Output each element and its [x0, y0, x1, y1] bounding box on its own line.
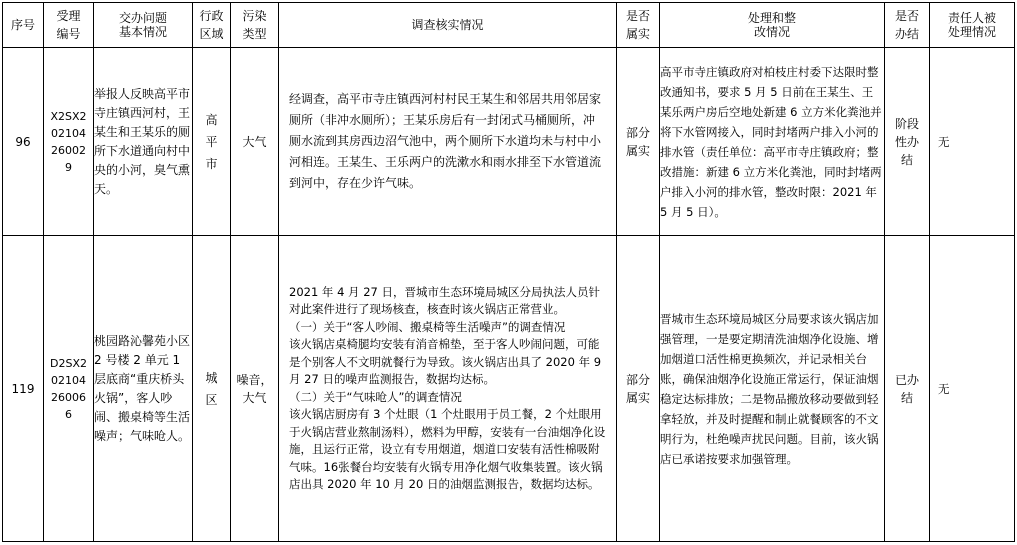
header-pollution-type: 污染类型 [231, 3, 279, 48]
header-handling: 处理和整改情况 [660, 3, 885, 48]
header-case-no: 受理编号 [44, 3, 94, 48]
header-issue: 交办问题基本情况 [94, 3, 193, 48]
investigation-para: 该火锅店桌椅腿均安装有消音棉垫，至于客人吵闹问题，可能是个别客人不文明就餐行为导致。该火锅店出具了 2020 年 9 月 27 日的噪声监测报告，数据均达标。 [289, 337, 602, 386]
header-accountability: 责任人被处理情况 [930, 3, 1015, 48]
header-is-closed: 是否办结 [885, 3, 930, 48]
row-accountability: 无 [930, 236, 1015, 542]
header-row [3, 3, 1015, 48]
row-is-closed: 阶段性办结 [885, 48, 930, 236]
row-investigation: 经调查，高平市寺庄镇西河村村民王某生和邻居共用邻居家厕所（非冲水厕所）；王某乐房后有一封闭式马桶厕所，冲厕水流到其房西边沼气池中，两个厕所下水道均未与村中小河相连。王某生、王乐两户的洗漱水和雨水排至下水管道流到河中，存在少许气味。 [279, 48, 617, 236]
row-case-no: X2SX202104260029 [44, 48, 94, 236]
header-is-true: 是否属实 [617, 3, 660, 48]
table-row [3, 48, 1015, 236]
row-investigation [279, 236, 617, 542]
row-handling: 高平市寺庄镇政府对柏枝庄村委下达限时整改通知书，要求 5 月 5 日前在王某生、王某乐两户房后空地处新建 6 立方米化粪池并将下水管网接入，同时封堵两户排入小河的排水管（责任单位：高平市寺庄镇政府；整改措施：新建 6 立方米化粪池，同时封堵两户排入小河的排水管，整改时限：2021 年 5 月 5 日）。 [660, 48, 885, 236]
row-pollution-type: 大气 [231, 48, 279, 236]
row-pollution-type: 噪音，大气 [231, 236, 279, 542]
row-is-true: 部分属实 [617, 236, 660, 542]
investigation-para: （二）关于“气味呛人”的调查情况 [289, 389, 462, 404]
row-is-closed: 已办结 [885, 236, 930, 542]
header-index: 序号 [3, 3, 44, 48]
row-index: 119 [3, 236, 44, 542]
investigation-para: 该火锅店厨房有 3 个灶眼（1 个灶眼用于员工餐，2 个灶眼用于火锅店营业熬制汤料），燃料为甲醇，安装有一台油烟净化设施，且运行正常，设立有专用烟道，烟道口安装有活性棉吸附气味。16张餐台均安装有火锅专用净化烟气收集装置。该火锅店出具 2020 年 10 月 20 日的油烟监测报告，数据均达标。 [289, 407, 606, 491]
row-handling: 晋城市生态环境局城区分局要求该火锅店加强管理，一是要定期清洗油烟净化设施、增加烟道口活性棉更换频次，并记录相关台账，确保油烟净化设施正常运行，保证油烟稳定达标排放；二是物品搬放移动要做到轻拿轻放，并及时提醒和制止就餐顾客的不文明行为，杜绝噪声扰民问题。目前，该火锅店已承诺按要求加强管理。 [660, 236, 885, 542]
table-row [3, 236, 1015, 542]
investigation-para: 2021 年 4 月 27 日，晋城市生态环境局城区分局执法人员针对此案件进行了现场核查，核查时该火锅店正常营业。 [289, 284, 600, 316]
row-accountability: 无 [930, 48, 1015, 236]
row-index: 96 [3, 48, 44, 236]
header-region: 行政区域 [193, 3, 231, 48]
header-investigation: 调查核实情况 [279, 3, 617, 48]
case-table [2, 2, 1015, 542]
investigation-para: （一）关于“客人吵闹、搬桌椅等生活噪声”的调查情况 [289, 319, 566, 334]
row-issue: 举报人反映高平市寺庄镇西河村，王某生和王某乐的厕所下水道通向村中央的小河，臭气熏天。 [94, 48, 193, 236]
row-region: 城区 [193, 236, 231, 542]
row-region: 高平市 [193, 48, 231, 236]
row-is-true: 部分属实 [617, 48, 660, 236]
row-issue: 桃园路沁馨苑小区 2 号楼 2 单元 1 层底商“重庆桥头火锅”，客人吵闹、搬桌椅等生活噪声；气味呛人。 [94, 236, 193, 542]
row-case-no: D2SX202104260066 [44, 236, 94, 542]
